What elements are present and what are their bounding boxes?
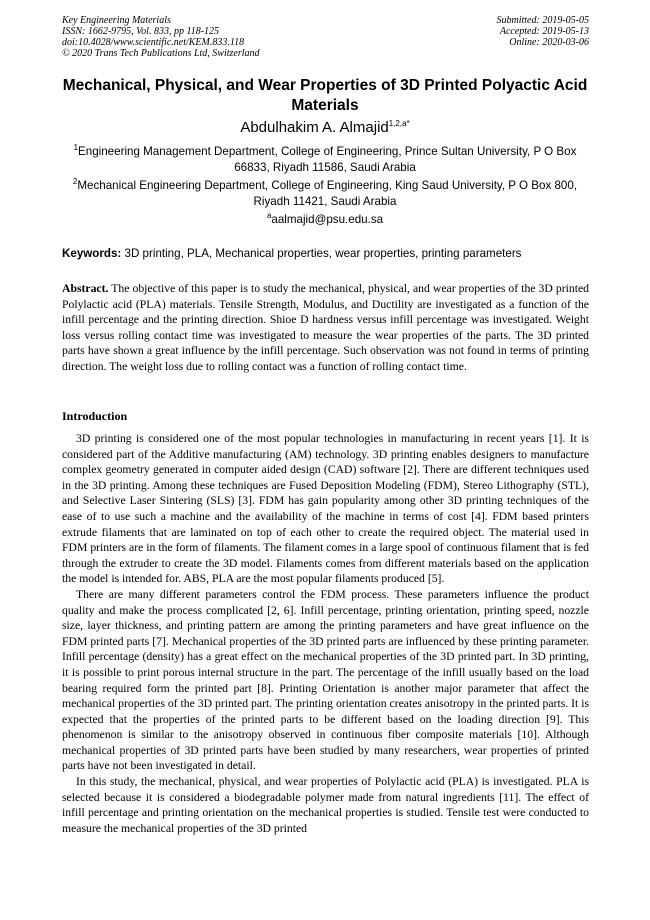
author-email xyxy=(0,212,650,227)
keywords-text: 3D printing, PLA, Mechanical properties, wear properties, printing parameters xyxy=(124,247,522,260)
submitted-date: Submitted: 2019-05-05 xyxy=(496,15,589,26)
submission-dates xyxy=(497,15,590,59)
introduction-heading: Introduction xyxy=(62,409,128,423)
journal-issn: ISSN: 1662-9795, Vol. 833, pp 118-125 xyxy=(62,26,220,37)
email-address: aalmajid@psu.edu.sa xyxy=(271,213,384,226)
accepted-date: Accepted: 2019-05-13 xyxy=(499,26,589,37)
affiliation-1 xyxy=(60,144,590,175)
online-date: Online: 2020-03-06 xyxy=(509,37,589,48)
affiliation-2-text: Mechanical Engineering Department, College of Engineering, King Saud University, P O Box 800, Riyadh 11421, Saudi Arabia xyxy=(77,179,578,208)
abstract-text: The objective of this paper is to study the mechanical, physical, and wear properties of the 3D printed Polylactic acid (PLA) materials. Tensile Strength, Modulus, and Ductility are investigated as a function of the infill percentage and the printing direction. Shioe D hardness versus infill percentage was investigated. Weight loss versus rolling contact time was investigated to measure the wear properties of the parts. The 3D printed parts have shown a great influence by the infill percentage. Such observation was not found in terms of printing direction. The weight loss due to rolling contact was a function of rolling contact time. xyxy=(62,282,589,373)
affiliation-2-marker: 2 xyxy=(72,177,78,187)
intro-paragraph-1: 3D printing is considered one of the most popular technologies in manufacturing in recent years [1]. It is considered part of the Additive manufacturing (AM) technology. 3D printing enables designers to manufacture complex geometry generated in computer aided design (CAD) software [2]. There are different techniques used in the 3D printing. Among these techniques are Fused Deposition Modeling (FDM), Stereo Lithography (STL), and Selective Laser Sintering (SLS) [3]. FDM has gain popularity among other 3D printing techniques of the ease of to use such a machine and the availability of the machine in terms of cost [4]. FDM based printers extrude filaments that are laminated on top of each other to create the required object. The material used in FDM printers are in the form of filaments. The filament comes in a large spool of continuous filament that is fed through the extruder to create the 3D model. Filaments comes from different materials based on the application the model is intended for. ABS, PLA are the most popular filaments produced [5]. xyxy=(62,432,589,586)
affiliation-1-text: Engineering Management Department, College of Engineering, Prince Sultan University, P O Box 66833, Riyadh 11586, Saudi Arabia xyxy=(78,145,577,174)
email-marker: a xyxy=(266,211,272,221)
keywords xyxy=(62,246,610,261)
author-line xyxy=(0,118,650,138)
journal-info xyxy=(62,15,260,59)
affiliation-2 xyxy=(60,178,590,209)
abstract-label: Abstract. xyxy=(62,282,109,295)
intro-paragraph-2: There are many different parameters control the FDM process. These parameters influence the product quality and make the process complicated [2, 6]. Infill percentage, printing orientation, printing speed, nozzle size, layer thickness, and printing pattern are among the printing parameters and have great influence on the FDM printed parts [7]. Mechanical properties of the 3D printed parts are influenced by these printing parameter. Infill percentage (density) has a great effect on the mechanical properties of the 3D printed part. In 3D printing, it is possible to print porous internal structure in the part. The percentage of the infill usually based on the load bearing required form the printed part [8]. Printing Orientation is another major parameter that affect the mechanical properties of the 3D printed part. The printing orientation creates anisotropy in the printed parts. It is expected that the properties of the printed parts to be different based on the loading direction [9]. This phenomenon is similar to the anisotropy observed in continuous fiber composite materials [10]. Although mechanical properties of 3D printed parts have been studied by many researchers, wear properties of printed parts have not been investigated in detail. xyxy=(62,587,589,773)
journal-copyright: © 2020 Trans Tech Publications Ltd, Switzerland xyxy=(62,48,260,59)
affiliation-1-marker: 1 xyxy=(73,143,79,153)
intro-paragraph-3: In this study, the mechanical, physical, and wear properties of Polylactic acid (PLA) is investigated. PLA is selected because it is considered a biodegradable polymer made from natural ingredients [11]. The effect of infill percentage and printing orientation on the mechanical properties is studied. Tensile test were conducted to measure the mechanical properties of the 3D printed xyxy=(62,775,589,835)
journal-doi: doi:10.4028/www.scientific.net/KEM.833.118 xyxy=(62,37,245,48)
author-superscript: 1,2,a* xyxy=(388,119,410,128)
keywords-label: Keywords: xyxy=(62,247,122,260)
introduction-body xyxy=(62,431,589,836)
abstract xyxy=(62,281,589,375)
journal-name: Key Engineering Materials xyxy=(62,15,171,26)
journal-header xyxy=(62,15,589,59)
paper-title: Mechanical, Physical, and Wear Properties of 3D Printed Polyactic Acid Materials xyxy=(62,77,588,114)
author-name: Abdulhakim A. Almajid xyxy=(240,119,389,136)
